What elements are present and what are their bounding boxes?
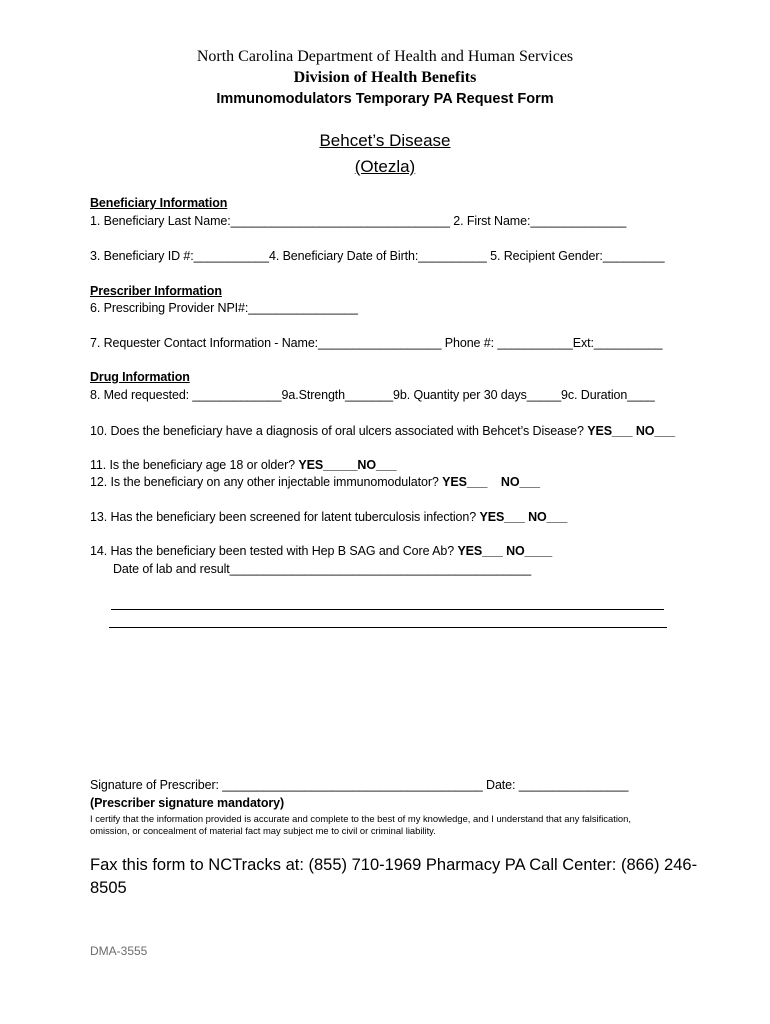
question-13-no[interactable]: NO___	[528, 510, 568, 524]
answer-line-1[interactable]	[111, 609, 664, 610]
question-11-text: 11. Is the beneficiary age 18 or older?	[90, 458, 299, 472]
question-11-yes[interactable]: YES_____	[298, 458, 358, 472]
question-10-no[interactable]: NO___	[635, 424, 675, 438]
question-14[interactable]	[90, 544, 552, 558]
certification-text-2: omission, or concealment of material fact may subject me to civil or criminal liability.	[90, 825, 436, 836]
provider-npi-field[interactable]: 6. Prescribing Provider NPI#:________________	[90, 301, 358, 315]
form-number: DMA-3555	[90, 944, 148, 958]
requester-contact-fields[interactable]: 7. Requester Contact Information - Name:__________________ Phone #: ___________Ext:__________	[90, 336, 663, 350]
question-12-no[interactable]: NO___	[500, 475, 541, 489]
answer-line-2[interactable]	[109, 627, 667, 628]
certification-text-1: I certify that the information provided is accurate and complete to the best of my knowledge, and I understand that any falsification,	[90, 813, 631, 824]
question-11-no[interactable]: NO___	[357, 458, 397, 472]
drug-heading: Drug Information	[90, 370, 190, 384]
prescriber-signature-field[interactable]: Signature of Prescriber: ______________________________________ Date: ________________	[90, 778, 629, 792]
question-13[interactable]	[90, 510, 567, 524]
fax-instructions-line-2: 8505	[90, 879, 127, 897]
signature-mandatory-note: (Prescriber signature mandatory)	[90, 796, 285, 810]
prescriber-heading: Prescriber Information	[90, 284, 222, 298]
question-12-yes[interactable]: YES___	[442, 475, 488, 489]
question-12-text: 12. Is the beneficiary on any other injectable immunomodulator?	[90, 475, 443, 489]
question-11[interactable]	[90, 458, 397, 472]
division-name: Division of Health Benefits	[293, 69, 477, 86]
question-12[interactable]	[90, 475, 540, 489]
form-title: Immunomodulators Temporary PA Request Form	[216, 91, 554, 107]
med-requested-fields[interactable]: 8. Med requested: _____________9a.Strength_______9b. Quantity per 30 days_____9c. Duration____	[90, 388, 655, 402]
department-name: North Carolina Department of Health and Human Services	[196, 48, 574, 65]
fax-instructions-line-1: Fax this form to NCTracks at: (855) 710-1969 Pharmacy PA Call Center: (866) 246-	[90, 856, 698, 874]
lab-date-result-field[interactable]: Date of lab and result____________________________________________	[113, 562, 532, 576]
question-13-text: 13. Has the beneficiary been screened for latent tuberculosis infection?	[90, 510, 480, 524]
beneficiary-name-fields[interactable]: 1. Beneficiary Last Name:________________________________ 2. First Name:______________	[90, 214, 627, 228]
question-10-text: 10. Does the beneficiary have a diagnosis of oral ulcers associated with Behcet’s Disease?	[90, 424, 588, 438]
beneficiary-heading: Beneficiary Information	[90, 196, 228, 210]
question-14-yes[interactable]: YES___	[457, 544, 503, 558]
question-14-text: 14. Has the beneficiary been tested with Hep B SAG and Core Ab?	[90, 544, 458, 558]
question-10-yes[interactable]: YES___	[587, 424, 633, 438]
question-10[interactable]	[90, 424, 675, 438]
beneficiary-id-dob-gender-fields[interactable]: 3. Beneficiary ID #:___________4. Beneficiary Date of Birth:__________ 5. Recipient Gender:_________	[90, 249, 665, 263]
drug-title: (Otezla)	[354, 157, 416, 176]
question-13-yes[interactable]: YES___	[479, 510, 525, 524]
disease-title: Behcet’s Disease	[319, 131, 451, 150]
question-14-no[interactable]: NO____	[506, 544, 553, 558]
